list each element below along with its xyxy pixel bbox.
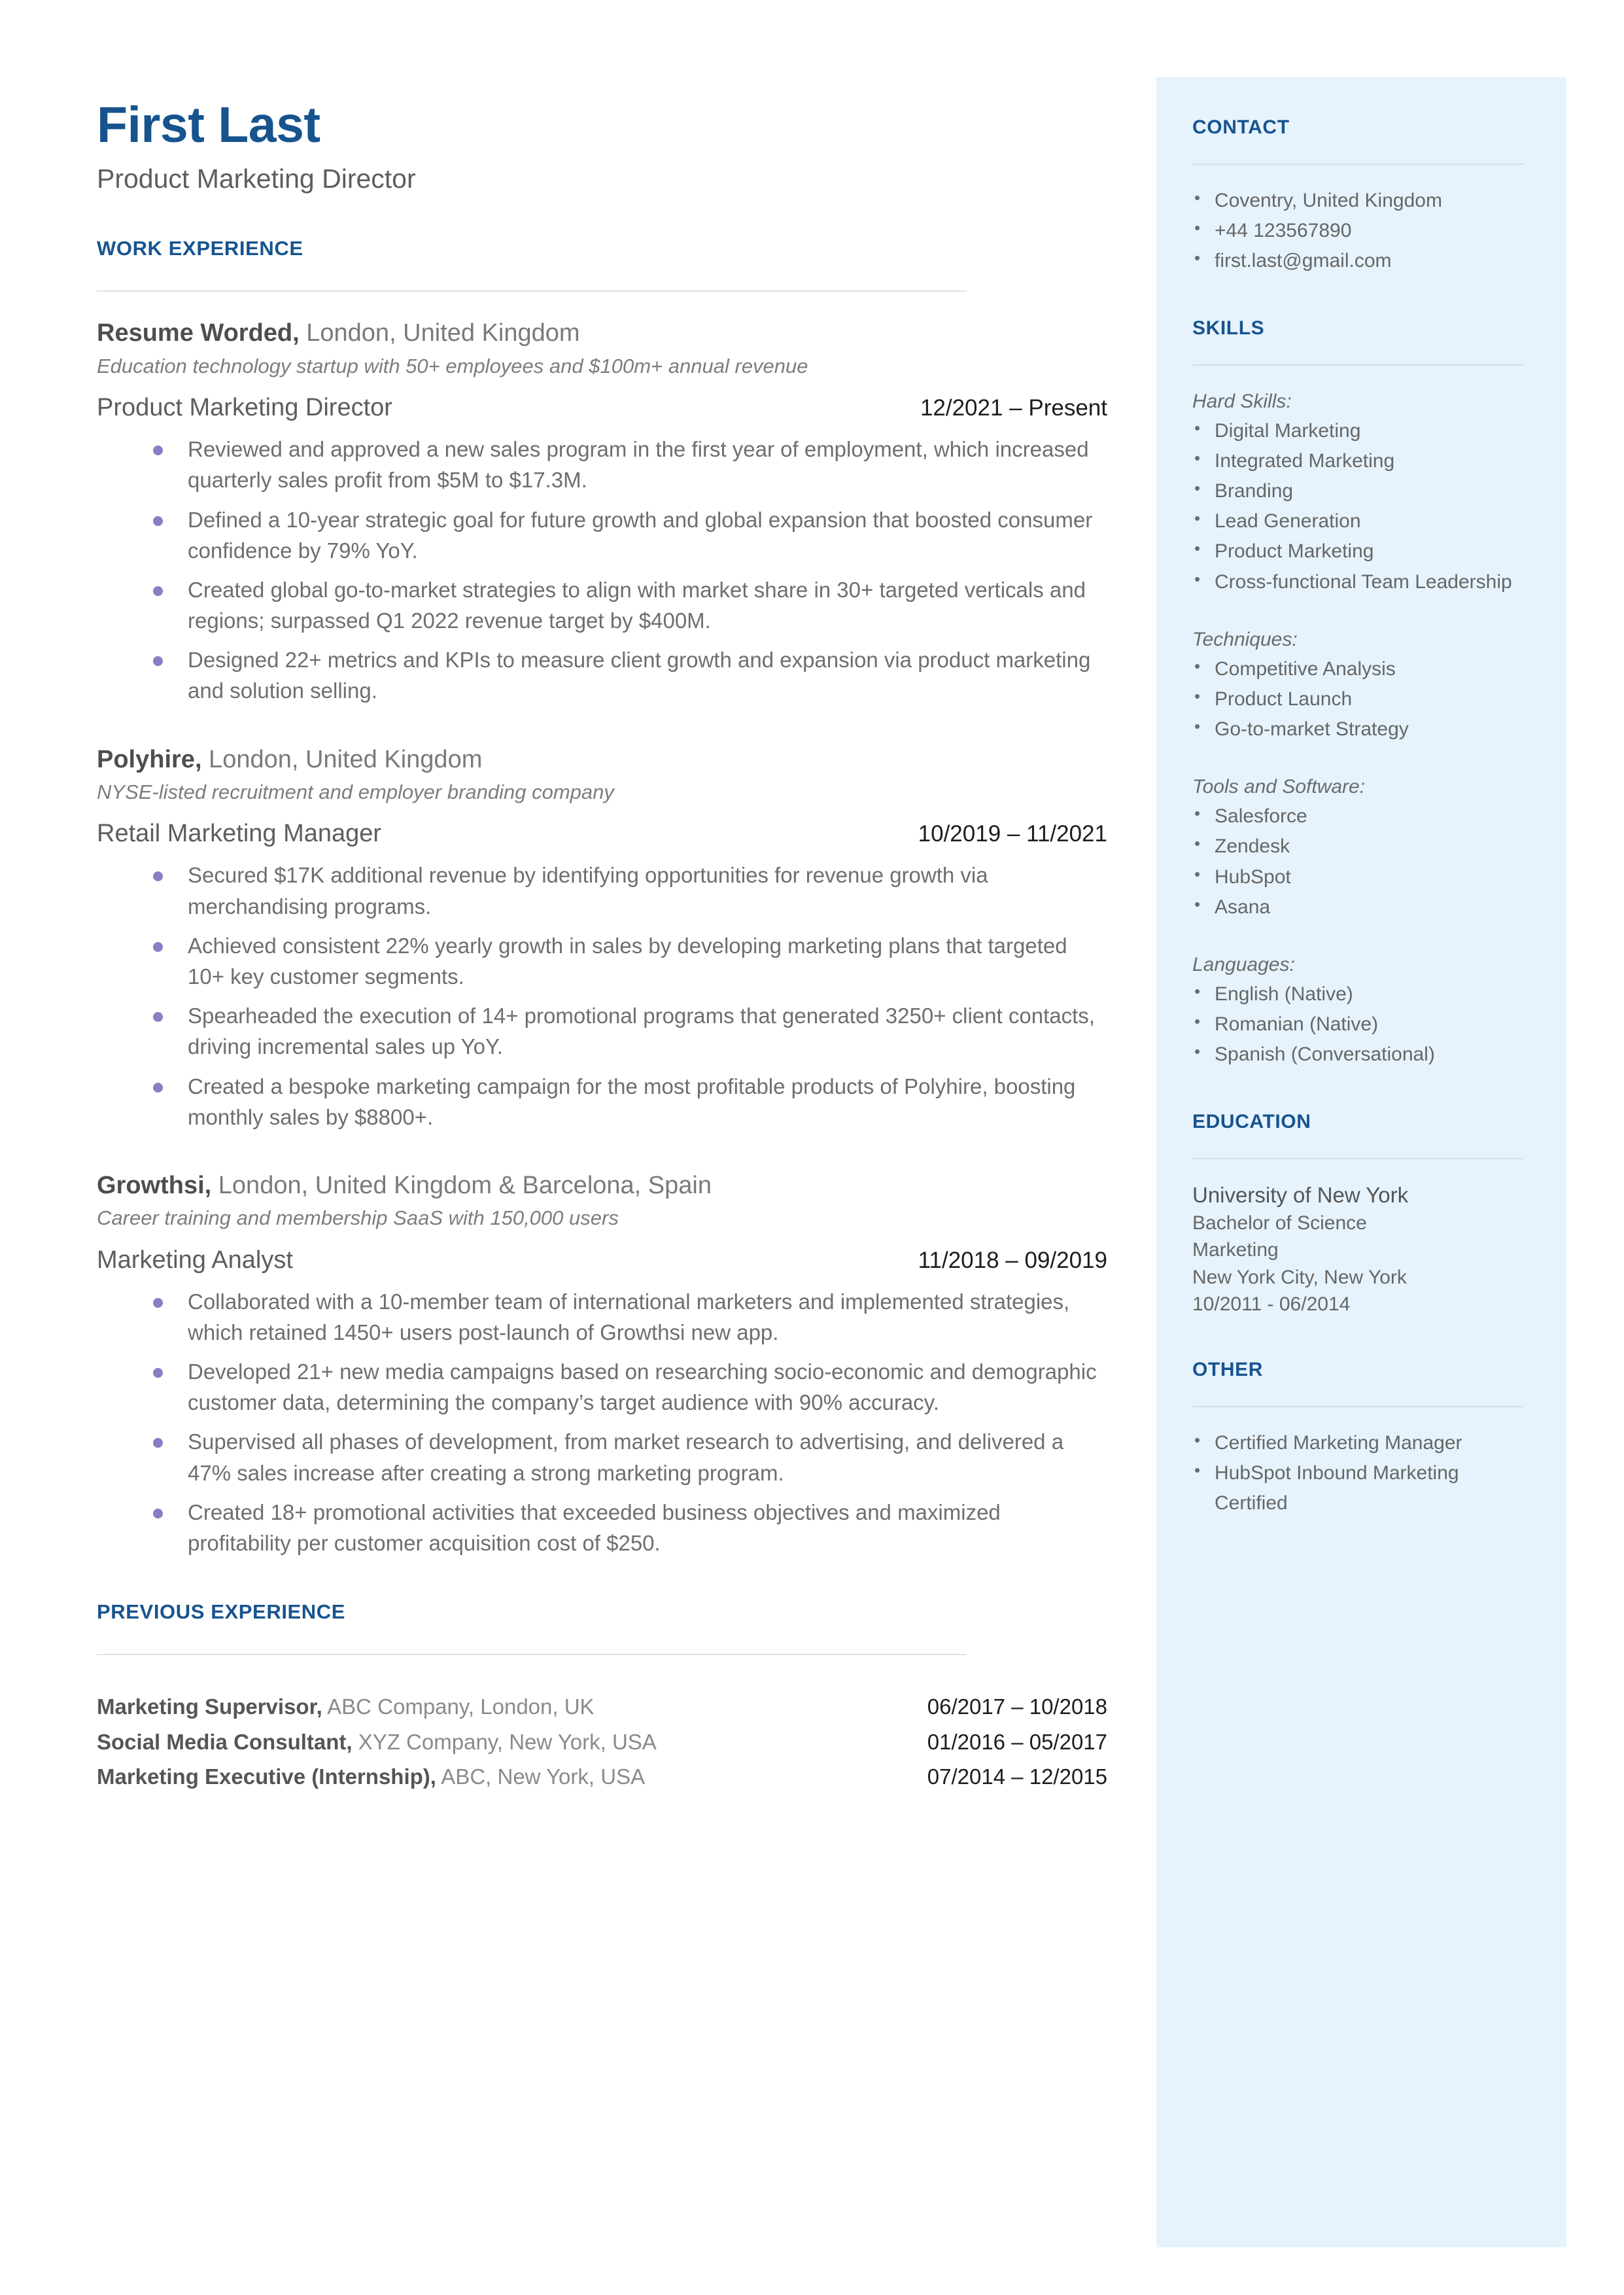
previous-experience-list [97,1689,1107,1794]
section-heading-work-experience: WORK EXPERIENCE [97,237,303,260]
previous-role-title: Social Media Consultant, [97,1729,353,1754]
skill-group-label: Techniques: [1192,628,1298,650]
skill-item: • Asana [1192,892,1532,922]
skill-group-label: Tools and Software: [1192,776,1366,798]
job-bullet: Defined a 10-year strategic goal for future growth and global expansion that boosted consumer confidence by 79% YoY. [149,504,1097,566]
language-item: • Romanian (Native) [1192,1009,1532,1040]
role-row [97,820,1107,848]
job-bullet: Designed 22+ metrics and KPIs to measure client growth and expansion via product marketing and solution selling. [149,644,1097,706]
candidate-headline: Product Marketing Director [97,164,416,194]
language-item: • Spanish (Conversational) [1192,1040,1532,1070]
company-location: London, United Kingdom [299,319,580,347]
contact-location: • Coventry, United Kingdom [1192,186,1532,216]
previous-experience-row [97,1725,1107,1759]
job-bullet: Developed 21+ new media campaigns based on researching socio-economic and demographic customer data, determining the company’s target audience with 90% accuracy. [149,1356,1097,1418]
role-row [97,1246,1107,1274]
skill-list [1192,416,1532,597]
section-heading-previous-experience: PREVIOUS EXPERIENCE [97,1600,346,1624]
role-dates: 10/2019 – 11/2021 [918,821,1107,847]
certification-item: • HubSpot Inbound Marketing Certified [1192,1458,1532,1518]
education-entry [1192,1180,1532,1318]
sidebar-divider [1192,1158,1523,1159]
skill-item: • Digital Marketing [1192,416,1532,446]
previous-role-title: Marketing Supervisor, [97,1694,322,1719]
skill-item: • Product Marketing [1192,536,1532,567]
skill-group-languages [1192,950,1532,1070]
company-location: London, United Kingdom & Barcelona, Spain [211,1171,712,1199]
company-name: Polyhire, [97,745,202,773]
sidebar-heading-contact: CONTACT [1192,116,1290,138]
skill-list [1192,654,1532,745]
company-description: Education technology startup with 50+ employees and $100m+ annual revenue [97,354,808,377]
role-title: Product Marketing Director [97,394,392,422]
company-line [97,1170,1107,1202]
skill-item: • Go-to-market Strategy [1192,714,1532,745]
skill-list [1192,979,1532,1070]
contact-list [1192,186,1532,277]
skill-list [1192,801,1532,922]
sidebar-divider [1192,164,1523,165]
skill-item: • Cross-functional Team Leadership [1192,567,1532,597]
job-entry [97,1170,1107,1558]
certification-item: • Certified Marketing Manager [1192,1428,1532,1458]
job-bullet: Created a bespoke marketing campaign for the most profitable products of Polyhire, boosting monthly sales by $8800+. [149,1071,1097,1132]
education-field: Marketing [1192,1239,1279,1261]
job-bullet: Created global go-to-market strategies to align with market share in 30+ targeted verticals and regions; surpassed Q1 2022 revenue target by $400M. [149,574,1097,636]
role-title: Marketing Analyst [97,1246,293,1274]
previous-experience-row [97,1759,1107,1794]
skill-group-hard-skills [1192,387,1532,597]
main-column [97,98,1107,1795]
previous-role-detail: ABC, New York, USA [436,1764,646,1789]
job-bullet: Supervised all phases of development, from market research to advertising, and delivered a 47% sales increase after creating a strong marketing program. [149,1426,1097,1488]
education-degree: Bachelor of Science [1192,1212,1367,1235]
job-bullet: Achieved consistent 22% yearly growth in sales by developing marketing plans that targeted 10+ key customer segments. [149,930,1097,992]
job-bullet-list [97,434,1107,707]
job-bullet: Created 18+ promotional activities that exceeded business objectives and maximized profitability per customer acquisition cost of $250. [149,1497,1097,1558]
sidebar-heading-other: OTHER [1192,1358,1263,1380]
job-entry [97,745,1107,1132]
job-bullet: Secured $17K additional revenue by identifying opportunities for revenue growth via merchandising programs. [149,860,1097,921]
sidebar-heading-skills: SKILLS [1192,317,1265,339]
previous-role-text [97,1689,595,1724]
candidate-name: First Last [97,97,320,153]
skill-item: • HubSpot [1192,862,1532,892]
skill-item: • Product Launch [1192,684,1532,714]
skill-group-label: Hard Skills: [1192,390,1292,412]
language-item: • English (Native) [1192,979,1532,1009]
company-line [97,745,1107,776]
education-school: University of New York [1192,1182,1409,1207]
role-dates: 11/2018 – 09/2019 [918,1247,1107,1273]
skill-group-tools-and-software [1192,772,1532,922]
other-list [1192,1428,1532,1519]
education-dates: 10/2011 - 06/2014 [1192,1293,1351,1316]
section-divider [97,1654,967,1655]
skill-group-techniques [1192,625,1532,745]
education-location: New York City, New York [1192,1266,1407,1288]
job-entry [97,318,1107,706]
company-location: London, United Kingdom [201,745,483,773]
skill-item: • Branding [1192,476,1532,506]
company-name: Growthsi, [97,1171,212,1199]
skill-group-label: Languages: [1192,954,1295,975]
sidebar-divider [1192,1406,1523,1407]
sidebar-heading-education: EDUCATION [1192,1110,1311,1132]
role-dates: 12/2021 – Present [920,395,1107,421]
role-title: Retail Marketing Manager [97,820,382,848]
previous-role-dates: 07/2014 – 12/2015 [927,1764,1107,1789]
company-description: NYSE-listed recruitment and employer branding company [97,780,614,804]
previous-experience-row [97,1689,1107,1724]
company-name: Resume Worded, [97,319,300,347]
company-description: Career training and membership SaaS with 150,000 users [97,1206,619,1230]
section-divider [97,290,967,292]
skill-item: • Salesforce [1192,801,1532,832]
job-bullet: Reviewed and approved a new sales program in the first year of employment, which increased quarterly sales profit from $5M to $17.3M. [149,434,1097,495]
previous-role-text [97,1725,657,1759]
job-bullet-list [97,1286,1107,1559]
skill-item: • Competitive Analysis [1192,654,1532,684]
skill-item: • Zendesk [1192,832,1532,862]
sidebar-divider [1192,364,1523,366]
role-row [97,394,1107,422]
job-bullet: Collaborated with a 10-member team of international marketers and implemented strategies, which retained 1450+ users post-launch of Growthsi new app. [149,1286,1097,1348]
job-bullet: Spearheaded the execution of 14+ promotional programs that generated 3250+ client contacts, driving incremental sales up YoY. [149,1000,1097,1062]
contact-email[interactable]: • first.last@gmail.com [1192,246,1532,276]
skill-item: • Lead Generation [1192,506,1532,536]
company-line [97,318,1107,349]
job-bullet-list [97,860,1107,1132]
previous-role-detail: XYZ Company, New York, USA [352,1729,657,1754]
previous-role-title: Marketing Executive (Internship), [97,1764,436,1789]
previous-role-dates: 01/2016 – 05/2017 [927,1729,1107,1754]
skill-item: • Integrated Marketing [1192,446,1532,476]
previous-role-dates: 06/2017 – 10/2018 [927,1694,1107,1719]
previous-role-text [97,1759,645,1794]
previous-role-detail: ABC Company, London, UK [322,1694,595,1719]
contact-phone[interactable]: • +44 123567890 [1192,216,1532,246]
sidebar-column [1192,116,1532,1518]
